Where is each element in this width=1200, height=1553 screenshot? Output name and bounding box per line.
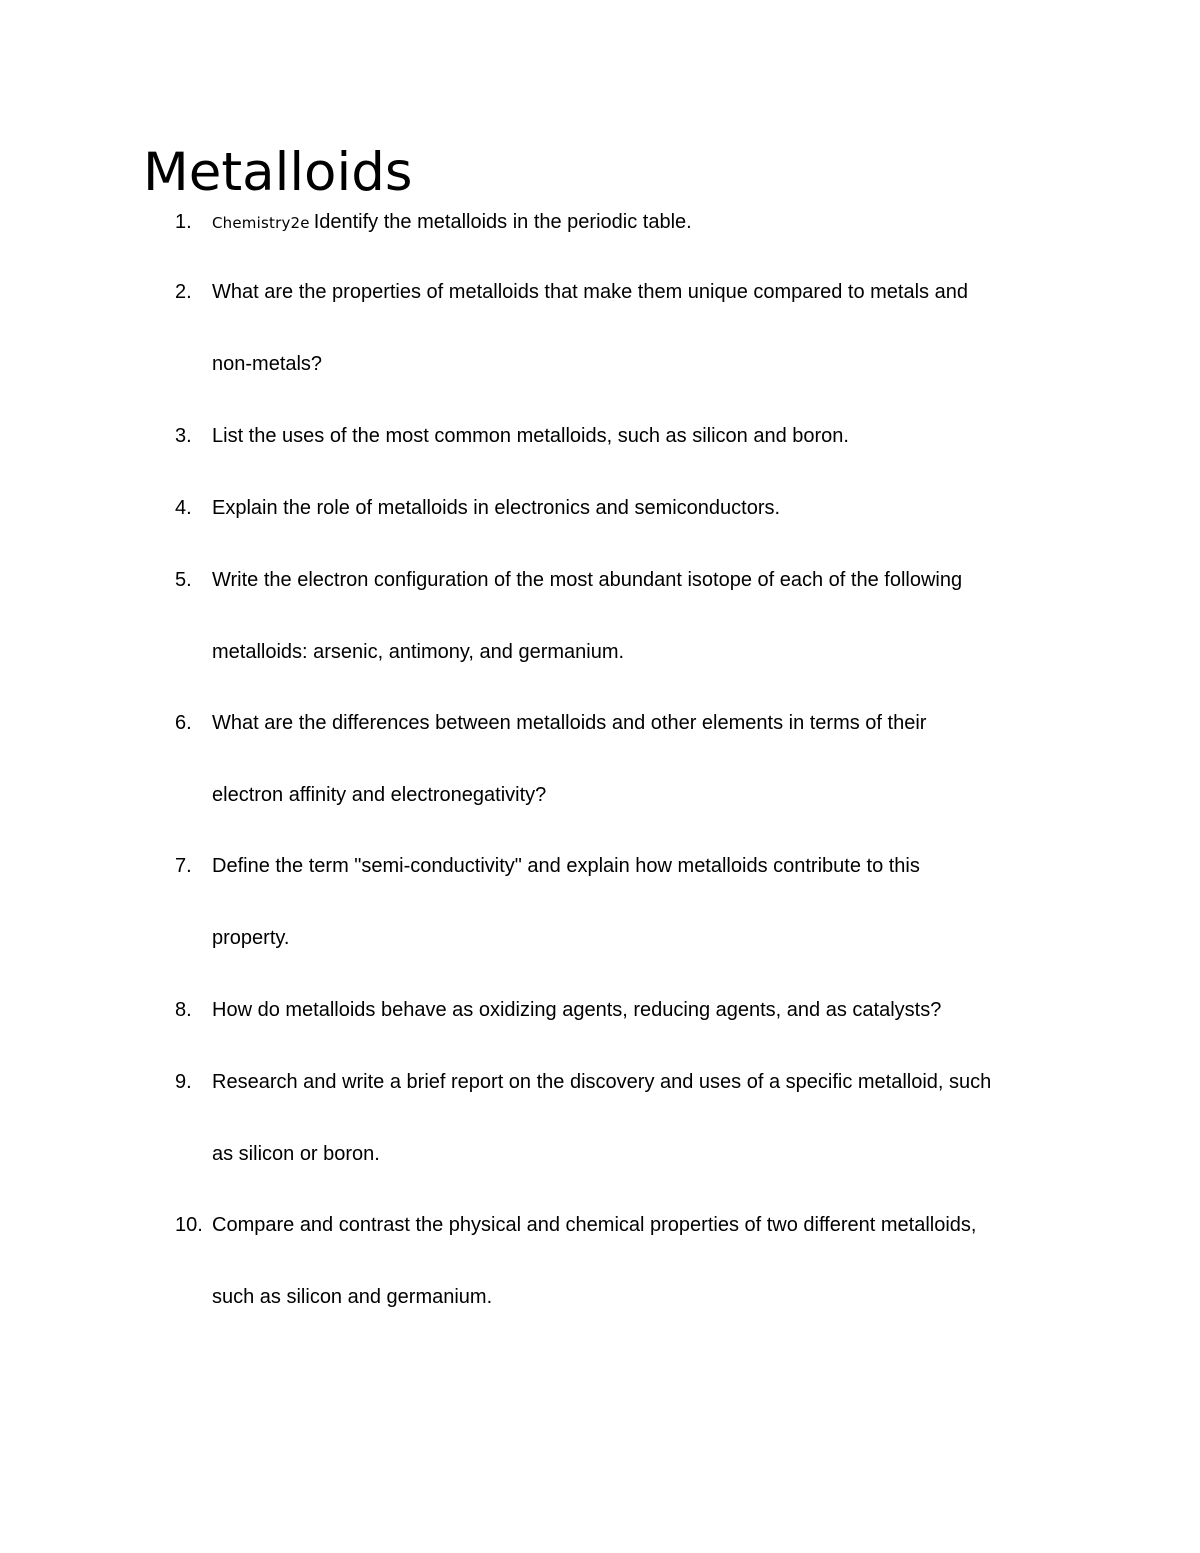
question-line: Write the electron configuration of the most abundant isotope of each of the following (212, 569, 963, 591)
question-number: 1. (175, 211, 192, 233)
question-line-text: Identify the metalloids in the periodic table. (313, 211, 692, 233)
question-text (212, 186, 1072, 258)
question-number: 5. (175, 569, 192, 591)
question-number: 10. (175, 1214, 203, 1236)
question-number: 9. (175, 1071, 192, 1093)
question-line: What are the differences between metalloids and other elements in terms of their (212, 712, 927, 734)
question-text (212, 830, 1072, 974)
question-text (212, 1046, 1072, 1190)
question-line: as silicon or boron. (212, 1143, 380, 1165)
document-title: Metalloids (143, 142, 413, 203)
question-number: 2. (175, 281, 192, 303)
question-line: non-metals? (212, 353, 323, 375)
question-text (212, 1189, 1072, 1333)
question-text (212, 472, 1072, 544)
question-text (212, 974, 1072, 1046)
source-tag: Chemistry2e (212, 214, 310, 232)
question-text (212, 256, 1072, 400)
question-line: property. (212, 927, 290, 949)
question-number: 6. (175, 712, 192, 734)
question-line: metalloids: arsenic, antimony, and germanium. (212, 641, 625, 663)
question-line: electron affinity and electronegativity? (212, 784, 547, 806)
question-line: How do metalloids behave as oxidizing agents, reducing agents, and as catalysts? (212, 999, 942, 1021)
question-line: such as silicon and germanium. (212, 1286, 493, 1308)
question-line: Compare and contrast the physical and chemical properties of two different metalloids, (212, 1214, 977, 1236)
question-number: 7. (175, 855, 192, 877)
question-text (212, 687, 1072, 831)
question-line: Explain the role of metalloids in electronics and semiconductors. (212, 497, 781, 519)
question-line (212, 186, 1072, 258)
question-line: Research and write a brief report on the discovery and uses of a specific metalloid, such (212, 1071, 992, 1093)
question-number: 4. (175, 497, 192, 519)
question-text (212, 400, 1072, 472)
question-text (212, 544, 1072, 688)
question-line: List the uses of the most common metalloids, such as silicon and boron. (212, 425, 849, 447)
question-number: 8. (175, 999, 192, 1021)
question-line: Define the term "semi-conductivity" and explain how metalloids contribute to this (212, 855, 920, 877)
question-line: What are the properties of metalloids that make them unique compared to metals and (212, 281, 968, 303)
question-number: 3. (175, 425, 192, 447)
